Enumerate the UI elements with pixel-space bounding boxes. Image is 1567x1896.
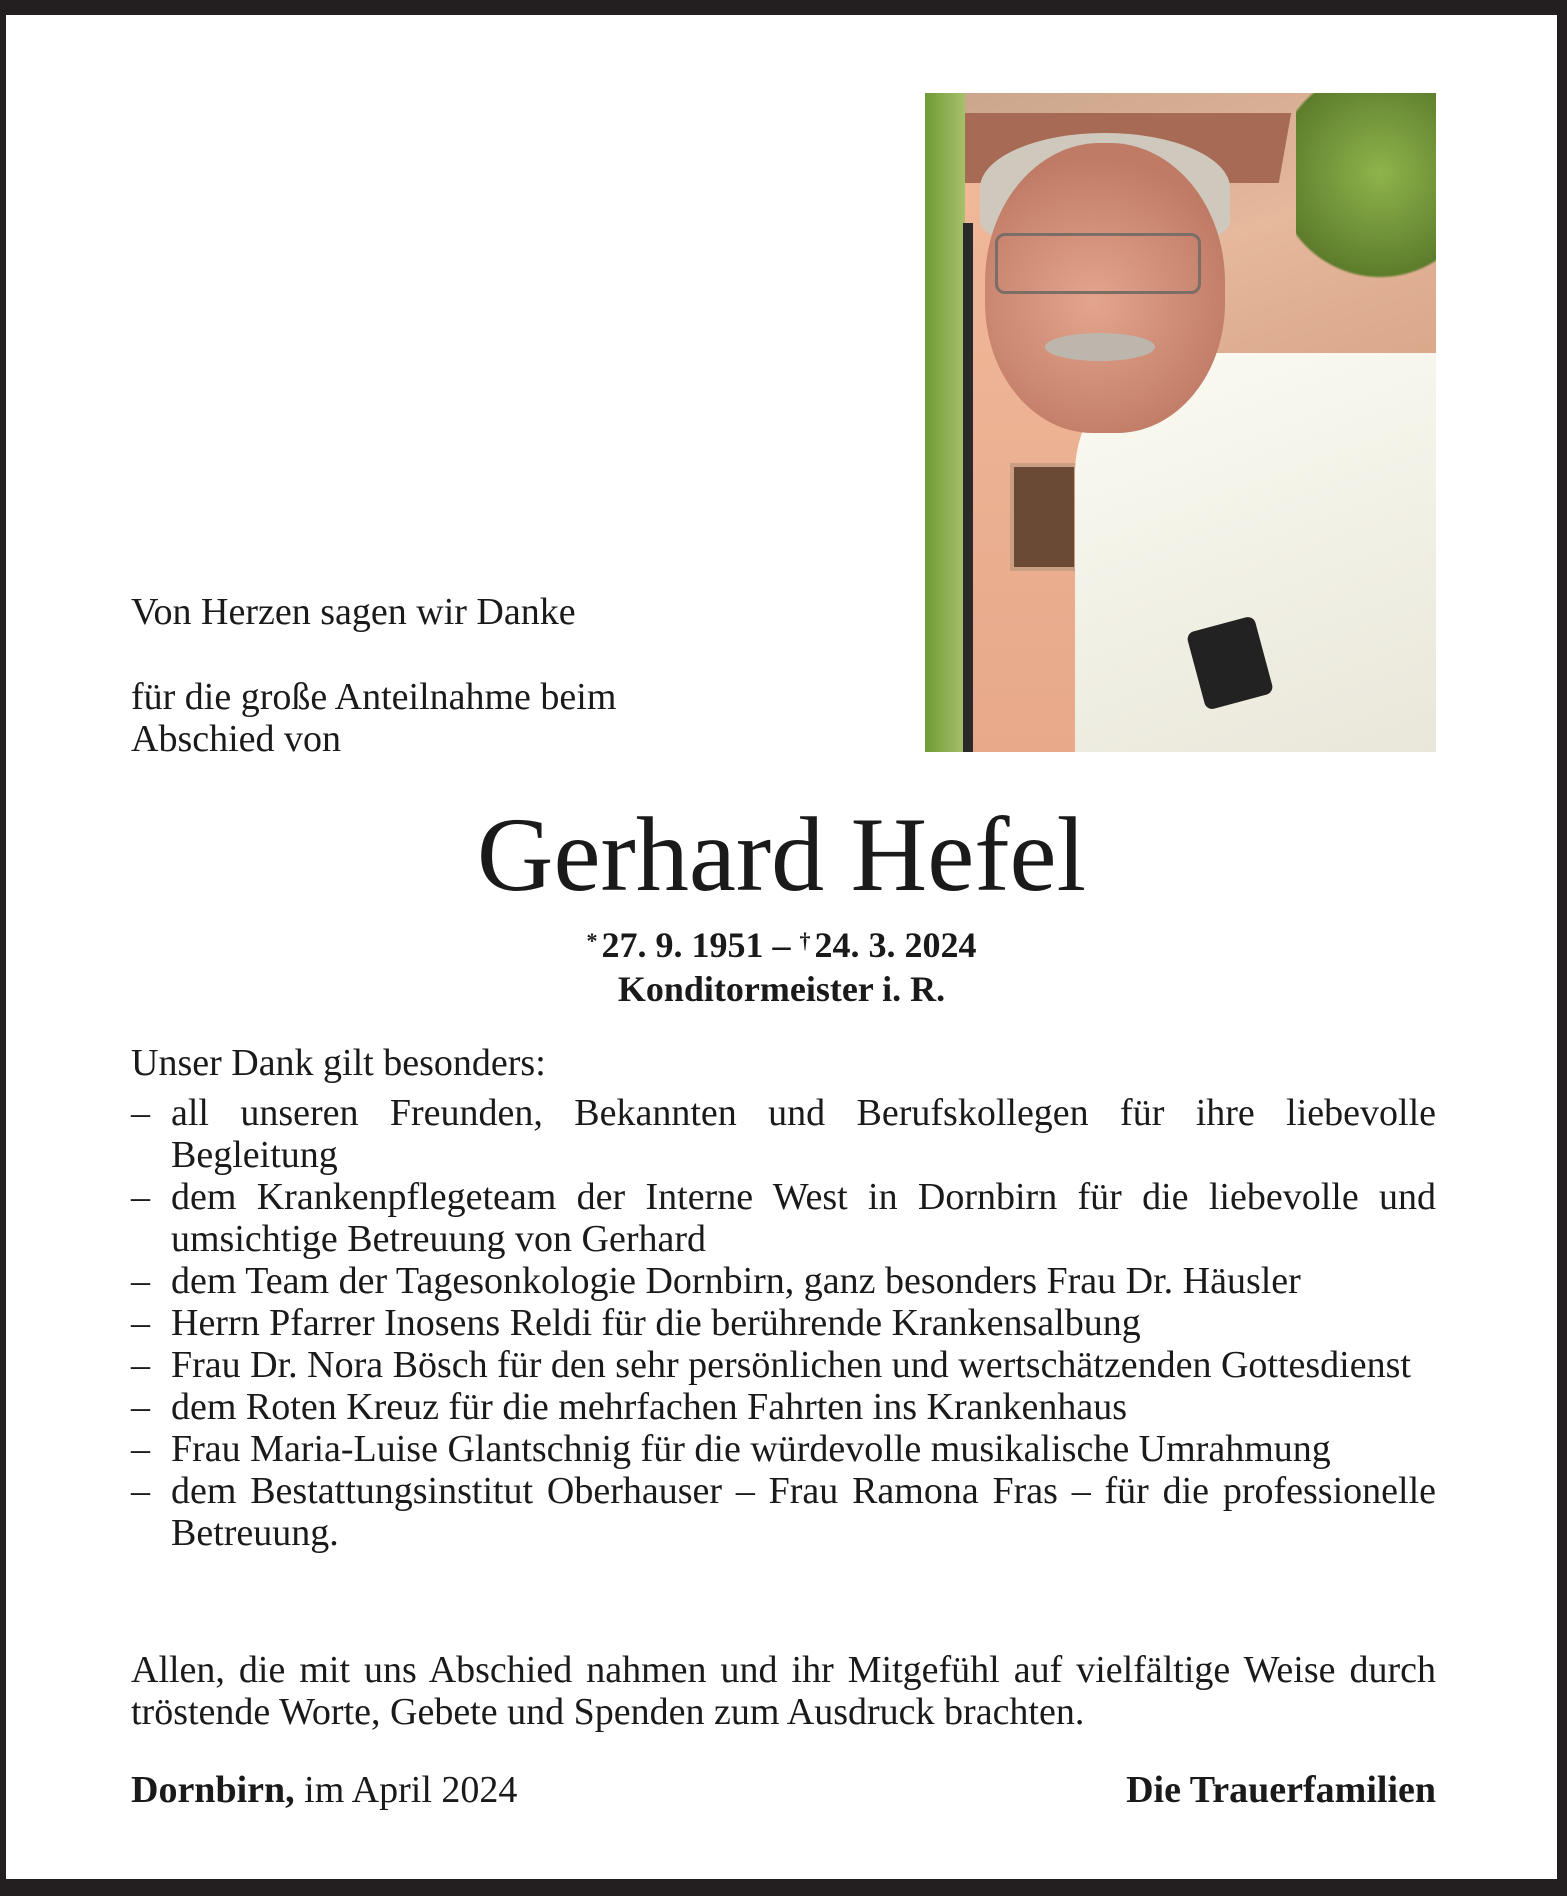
death-date: 24. 3. 2024 (814, 925, 977, 965)
list-item-text: Frau Dr. Nora Bösch für den sehr persönlichen und wertschätzenden Gottesdienst (171, 1344, 1411, 1386)
list-item-text: dem Team der Tagesonkologie Dornbirn, ganz besonders Frau Dr. Häusler (171, 1260, 1301, 1302)
dash: – (131, 1176, 150, 1218)
list-item (131, 1428, 1436, 1470)
dash: – (131, 1428, 150, 1470)
dash: – (131, 1260, 150, 1302)
footer (131, 1769, 1436, 1811)
signature: Die Trauerfamilien (1126, 1769, 1436, 1811)
intro-heading: Von Herzen sagen wir Danke (131, 591, 576, 633)
intro-subline: für die große Anteilnahme beim Abschied von (131, 676, 617, 760)
dash: – (131, 1386, 150, 1428)
dash: – (131, 1092, 150, 1134)
list-item-text: dem Krankenpflegeteam der Interne West in Dornbirn für die liebevolle und umsichtige Betreuung von Gerhard (171, 1176, 1436, 1260)
list-item-text: all unseren Freunden, Bekannten und Berufskollegen für ihre liebevolle Begleitung (171, 1092, 1436, 1176)
birth-symbol: * (586, 928, 598, 953)
dash: – (131, 1344, 150, 1386)
life-dates (6, 923, 1557, 1011)
list-item (131, 1344, 1436, 1386)
list-item (131, 1176, 1436, 1260)
dash: – (131, 1302, 150, 1344)
deceased-name: Gerhard Hefel (476, 796, 1087, 913)
obituary-notice (6, 15, 1557, 1879)
thanks-section (131, 1042, 1436, 1554)
list-item (131, 1386, 1436, 1428)
list-item (131, 1470, 1436, 1554)
list-item-text: dem Roten Kreuz für die mehrfachen Fahrten ins Krankenhaus (171, 1386, 1127, 1428)
date: im April 2024 (304, 1769, 518, 1811)
deceased-title: Konditormeister i. R. (617, 969, 946, 1009)
thanks-list (131, 1092, 1436, 1554)
date-separator: – (772, 925, 791, 965)
closing-paragraph: Allen, die mit uns Abschied nahmen und ihr Mitgefühl auf vielfältige Weise durch tröstende Worte, Gebete und Spenden zum Ausdruck brachten. (131, 1649, 1436, 1733)
place: Dornbirn, (131, 1769, 295, 1811)
list-item-text: dem Bestattungsinstitut Oberhauser – Frau Ramona Fras – für die professionelle Betreuung. (171, 1470, 1436, 1554)
thanks-heading: Unser Dank gilt besonders: (131, 1042, 546, 1084)
list-item-text: Herrn Pfarrer Inosens Reldi für die berührende Krankensalbung (171, 1302, 1141, 1344)
list-item-text: Frau Maria-Luise Glantschnig für die würdevolle musikalische Umrahmung (171, 1428, 1331, 1470)
list-item (131, 1302, 1436, 1344)
list-item (131, 1260, 1436, 1302)
dash: – (131, 1470, 150, 1512)
list-item (131, 1092, 1436, 1176)
death-symbol: † (799, 928, 811, 953)
portrait-photo (925, 93, 1436, 752)
place-date (131, 1769, 517, 1811)
birth-date: 27. 9. 1951 (601, 925, 764, 965)
